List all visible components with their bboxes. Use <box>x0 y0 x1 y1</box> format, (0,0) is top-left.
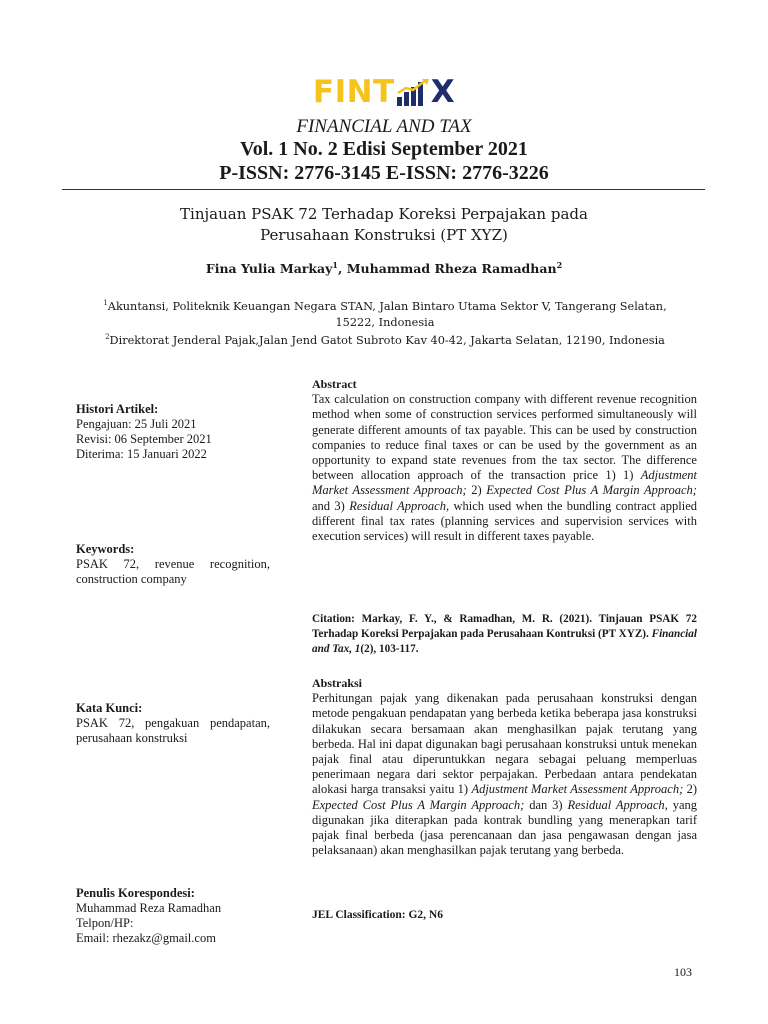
abstraksi-text-c: dan 3) <box>524 797 568 812</box>
keywords-heading: Keywords: <box>76 542 135 556</box>
page-number: 103 <box>674 965 692 979</box>
email-line[interactable]: Email: rhezakz@gmail.com <box>76 931 216 945</box>
title-line-2: Perusahaan Konstruksi (PT XYZ) <box>260 226 508 244</box>
affiliation-1-text: Akuntansi, Politeknik Keuangan Negara STAN, Jalan Bintaro Utama Sektor V, Tangerang Selatan, 15222, Indonesia <box>107 299 667 329</box>
kata-kunci-section <box>76 701 270 746</box>
author-separator: , <box>338 261 347 277</box>
abstraksi-text-b: 2) <box>683 782 698 797</box>
correspondent-name: Muhammad Reza Ramadhan <box>76 901 222 915</box>
volume-issue: Vol. 1 No. 2 Edisi September 2021 <box>240 138 528 160</box>
revised-date: Revisi: 06 September 2021 <box>76 432 212 446</box>
abstract-heading: Abstract <box>312 377 357 391</box>
abstract-italic-2: Expected Cost Plus A Margin Approach; <box>486 483 697 498</box>
phone-label: Telpon/HP: <box>76 916 134 930</box>
citation-text-b: (2), 103-117. <box>360 643 419 655</box>
abstraksi-text-a: Perhitungan pajak yang dikenakan pada perusahaan konstruksi dengan metode pengakuan pendapatan yang berbeda ketika beberapa jasa konstruksi dilakukan secara bersamaan akan menghasilkan pajak terutang yang berbeda. Hal ini dapat digunakan bagi perusahaan konstruksi untuk menekan pajak final atau diperuntukkan negara sebagai peluang memperluas penerimaan negara dari sektor perpajakan. Perbedaan antara pendekatan alokasi harga transaksi yaitu 1) <box>312 691 697 797</box>
submitted-date: Pengajuan: 25 Juli 2021 <box>76 417 197 431</box>
affiliation-1-sup: 1 <box>103 299 108 307</box>
citation-text-a: Citation: Markay, F. Y., & Ramadhan, M. R. (2021). Tinjauan PSAK 72 Terhadap Koreksi Perpajakan pada Perusahaan Kontruksi (PT XYZ). <box>312 613 697 640</box>
logo-text-x: X <box>430 74 456 110</box>
abstraksi-body <box>312 691 697 858</box>
accepted-date: Diterima: 15 Januari 2022 <box>76 447 207 461</box>
correspondence-section <box>76 886 270 946</box>
title-line-1: Tinjauan PSAK 72 Terhadap Koreksi Perpajakan pada <box>180 205 588 223</box>
abstract-italic-3: Residual Approach, <box>349 498 450 513</box>
abstraksi-text-d: , yang digunakan jika diterapkan pada kontrak bundling yang menerapkan tarif pajak final berbeda (jasa perencanaan dan jasa pengawasan dengan jasa pelaksanaan) akan menghasilkan pajak terutang yang berbeda. <box>312 797 697 858</box>
citation-block <box>312 612 697 657</box>
abstraksi-italic-1: Adjustment Market Assessment Approach; <box>471 782 684 797</box>
abstraksi-heading: Abstraksi <box>312 676 363 690</box>
kata-kunci-heading: Kata Kunci: <box>76 701 143 715</box>
abstraksi-italic-2: Expected Cost Plus A Margin Approach; <box>312 797 525 812</box>
abstract-italic-1: Adjustment Market Assessment Approach; <box>312 468 697 498</box>
journal-logo <box>0 74 768 110</box>
article-title <box>0 204 768 246</box>
history-heading: Histori Artikel: <box>76 402 159 416</box>
author-2-sup: 2 <box>556 260 563 270</box>
affiliation-2 <box>95 329 675 349</box>
affiliation-2-text: Direktorat Jenderal Pajak,Jalan Jend Gatot Subroto Kav 40-42, Jakarta Selatan, 12190, Indonesia <box>109 333 665 347</box>
kata-kunci-text: PSAK 72, pengakuan pendapatan, perusahaan konstruksi <box>76 716 270 745</box>
abstraksi-italic-3: Residual Approach <box>567 797 665 812</box>
abstract-text-c: and 3) <box>312 498 350 513</box>
keywords-text: PSAK 72, revenue recognition, construction company <box>76 557 270 586</box>
bar-chart-icon <box>396 79 430 107</box>
abstract-body <box>312 392 697 544</box>
logo-text-fint: FINT <box>312 74 395 110</box>
citation-journal: Financial and Tax, 1 <box>312 628 697 655</box>
header-divider <box>62 189 705 190</box>
abstract-text-d: which used when the bundling contract applied different final tax rates (planning services and supervision services with execution services) will result in different taxes payable. <box>312 498 697 544</box>
keywords-section <box>76 542 270 587</box>
abstract-text-a: Tax calculation on construction company with different revenue recognition method when some of construction services performed simultaneously will generate different amounts of tax payable. This can be used by construction companies to reduce final taxes or can be used by the government as an opportunity to expand state revenues from the tax sector. The difference between allocation approach of the transaction price 1) 1) <box>312 392 697 483</box>
author-1-sup: 1 <box>332 260 338 270</box>
correspondence-heading: Penulis Korespondesi: <box>76 886 195 900</box>
jel-classification: JEL Classification: G2, N6 <box>312 909 443 921</box>
author-1: Fina Yulia Markay <box>205 261 333 277</box>
author-list <box>0 260 768 276</box>
affiliation-1 <box>95 295 675 331</box>
abstraksi-section <box>312 676 697 858</box>
article-history <box>76 402 270 462</box>
affiliation-2-sup: 2 <box>105 333 110 341</box>
author-2: Muhammad Rheza Ramadhan <box>346 261 557 277</box>
issn-line: P-ISSN: 2776-3145 E-ISSN: 2776-3226 <box>219 162 549 184</box>
abstract-section <box>312 377 697 544</box>
journal-name: FINANCIAL AND TAX <box>296 116 472 137</box>
abstract-text-b: 2) <box>466 483 487 498</box>
